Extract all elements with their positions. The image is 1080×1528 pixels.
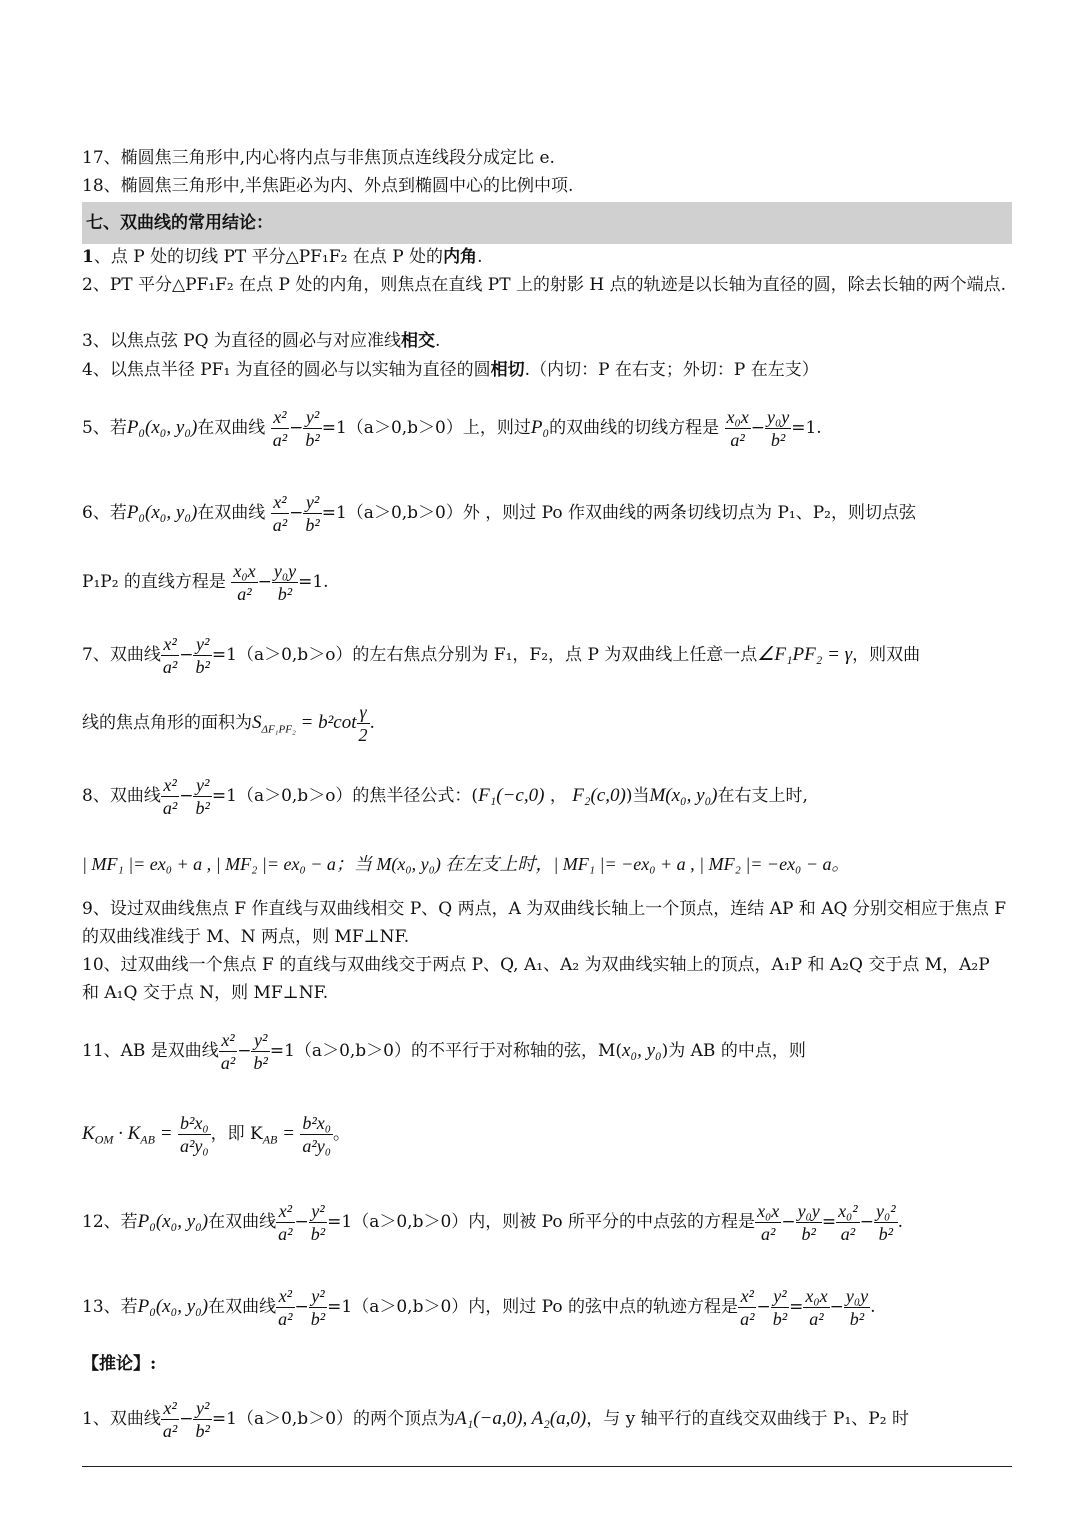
result-6-line2: P₁P₂ 的直线方程是 $\frac{\text{x₀x}}{\text{a²}}$ − $\frac{\text{y₀y}}{\text{b²}}$ =1. <box>82 561 329 604</box>
footer-rule <box>82 1466 1012 1467</box>
result-11: 11、AB 是双曲线 $\frac{\text{x²}}{\text{a²}}$ − $\frac{\text{y²}}{\text{b²}}$ =1（a＞0,b＞0）的不平行于对称轴的弦，M(x₀, y₀)为 AB 的中点，则 <box>82 1030 806 1073</box>
result-4: 4、以焦点半径 PF₁ 为直径的圆必与以实轴为直径的圆相切.（内切：P 在右支；外切：P 在左支） <box>82 360 819 380</box>
item-18: 18、椭圆焦三角形中,半焦距必为内、外点到椭圆中心的比例中项. <box>82 176 574 196</box>
corollary-heading: 【推论】: <box>82 1354 157 1374</box>
item-17: 17、椭圆焦三角形中,内心将内点与非焦顶点连线段分成定比 e. <box>82 148 555 168</box>
result-7: 7、双曲线 $\frac{\text{x²}}{\text{a²}}$ − $\frac{\text{y²}}{\text{b²}}$ =1（a＞0,b＞o）的左右焦点分别为 F₁，F₂，点 P 为双曲线上任意一点∠F₁PF₂ = γ，则双曲 <box>82 634 921 677</box>
result-8-line2: | MF₁ |= ex₀ + a , | MF₂ |= ex₀ − a；当 M(x₀, y₀) 在左支上时，| MF₁ |= −ex₀ + a , | MF₂ |= −ex₀ − a。 <box>82 854 850 874</box>
result-12: 12、若P₀(x₀, y₀)在双曲线 $\frac{\text{x²}}{\text{a²}}$ − $\frac{\text{y²}}{\text{b²}}$ =1（a＞0,b＞0）内，则被 Po 所平分的中点弦的方程是 $\frac{\text{x₀x}}{\text{a²}}$ − $\frac{\text{y₀y}}{\text{b²}}$ = $\frac{\text{x₀²}}{\text{a²}}$ − $\frac{\text{y₀²}}{\text{b²}}$ . <box>82 1201 904 1244</box>
result-7-line2: 线的焦点角形的面积为$S_{\Delta F_1PF_2} = b^2\cot$ $\frac{\gamma}{2}$ . <box>82 702 375 745</box>
result-8: 8、双曲线 $\frac{\text{x²}}{\text{a²}}$ − $\frac{\text{y²}}{\text{b²}}$ =1（a＞0,b＞o）的焦半径公式：(F₁(−c,0) ， F₂(c,0))当M(x₀, y₀)在右支上时, <box>82 775 808 818</box>
result-5: 5、若P₀(x₀, y₀)在双曲线 $\frac{\text{x²}}{\text{a²}}$ − $\frac{\text{y²}}{\text{b²}}$ =1（a＞0,b＞0）上，则过P₀的双曲线的切线方程是 $\frac{\text{x₀x}}{\text{a²}}$ − $\frac{\text{y₀y}}{\text{b²}}$ =1. <box>82 407 822 450</box>
result-6: 6、若P₀(x₀, y₀)在双曲线 $\frac{\text{x²}}{\text{a²}}$ − $\frac{\text{y²}}{\text{b²}}$ =1（a＞0,b＞0）外 ，则过 Po 作双曲线的两条切线切点为 P₁、P₂，则切点弦 <box>82 492 916 535</box>
corollary-1: 1、双曲线 $\frac{\text{x²}}{\text{a²}}$ − $\frac{\text{y²}}{\text{b²}}$ =1（a＞0,b＞0）的两个顶点为A₁(−a,0), A₂(a,0)，与 y 轴平行的直线交双曲线于 P₁、P₂ 时 <box>82 1398 909 1441</box>
result-3: 3、以焦点弦 PQ 为直径的圆必与对应准线相交. <box>82 331 441 351</box>
result-1: 1、点 P 处的切线 PT 平分△PF₁F₂ 在点 P 处的内角. <box>82 247 483 267</box>
result-10: 10、过双曲线一个焦点 F 的直线与双曲线交于两点 P、Q, A₁、A₂ 为双曲线实轴上的顶点，A₁P 和 A₂Q 交于点 M，A₂P 和 A₁Q 交于点 N，则 MF⊥NF. <box>82 955 990 1003</box>
document-page <box>82 0 1012 1528</box>
section-title: 七、双曲线的常用结论： <box>82 202 1012 244</box>
result-13: 13、若P₀(x₀, y₀)在双曲线 $\frac{\text{x²}}{\text{a²}}$ − $\frac{\text{y²}}{\text{b²}}$ =1（a＞0,b＞0）内，则过 Po 的弦中点的轨迹方程是 $\frac{\text{x²}}{\text{a²}}$ − $\frac{\text{y²}}{\text{b²}}$ = $\frac{\text{x₀x}}{\text{a²}}$ − $\frac{\text{y₀y}}{\text{b²}}$ . <box>82 1286 876 1329</box>
result-2: 2、PT 平分△PF₁F₂ 在点 P 处的内角，则焦点在直线 PT 上的射影 H 点的轨迹是以长轴为直径的圆，除去长轴的两个端点. <box>82 275 1006 295</box>
result-11-line2: $K_{OM} \cdot K_{AB}$ = $\frac{\text{b²x₀}}{\text{a²y₀}}$ ，即 $K_{AB}$ = $\frac{\text{b²x₀}}{\text{a²y₀}}$ 。 <box>82 1113 351 1156</box>
result-9: 9、设过双曲线焦点 F 作直线与双曲线相交 P、Q 两点，A 为双曲线长轴上一个顶点，连结 AP 和 AQ 分别交相应于焦点 F 的双曲线准线于 M、N 两点，则 MF⊥NF. <box>82 899 1007 947</box>
